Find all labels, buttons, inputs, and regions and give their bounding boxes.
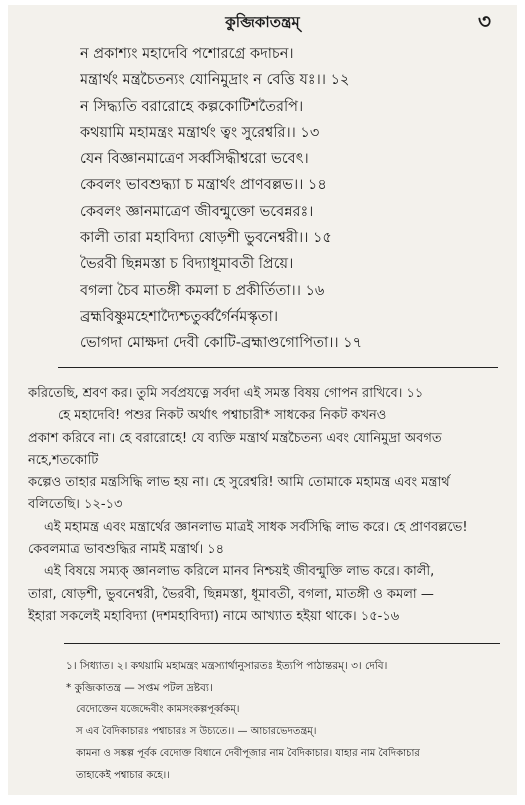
verse-line: কালী তারা মহাবিদ্যা ষোড়শী ভুবনেশ্বরী।। ১৫ xyxy=(80,230,332,247)
page-number: ৩ xyxy=(477,9,491,33)
verse-line: ব্রহ্মবিষ্ণুমহেশাদ্যৈশ্চতুর্ব্বর্গৈর্নমস্কৃতা। xyxy=(80,308,279,325)
sanskrit-verse-block xyxy=(80,41,510,357)
verse-line: ন সিদ্ধ্যতি বরারোহে কল্পকোটিশতৈরপি। xyxy=(80,98,304,115)
footnote-line: স এব বৈদিকাচারঃ পশ্বাচারঃ স উচ্যতে।। — আচারভেদতন্ত্রম্। xyxy=(76,726,317,737)
footnote-variants: ১। সিধ্যাত। ২। কথয়ামি মহামন্ত্রং মন্ত্রস্যার্থানুসারতঃ ইত্যপি পাঠান্তরম্। ৩। দেবি। xyxy=(66,660,388,672)
verse-line: ভোগদা মোক্ষদা দেবী কোটি-ব্রহ্মাণ্ডগোপিতা।। ১৭ xyxy=(80,335,363,352)
footnote-line: বেদোক্তেন যজেদ্দেবীং কামসংকল্পপূর্ব্বকম্। xyxy=(76,704,240,715)
footnote-line: তাহাকেই পশ্বাচার কহে।। xyxy=(76,770,170,781)
running-header-title: কুব্জিকাতন্ত্রম্ xyxy=(225,13,300,31)
footnote-line: কামনা ও সঙ্কল্প পূর্বক বেদোক্ত বিধানে দেবীপূজার নাম বৈদিকাচার। যাহার নাম বৈদিকাচার xyxy=(76,748,420,759)
translation-line: নহে,শতকোটি xyxy=(28,452,99,468)
book-page xyxy=(8,5,517,795)
translation-line: প্রকাশ করিবে না। হে বরারোহে! যে ব্যক্তি মন্ত্রার্থ মন্ত্রচৈতন্য এবং যোনিমুদ্রা অবগত xyxy=(28,430,442,446)
verse-line: ন প্রকাশ্যং মহাদেবি পশোরগ্রে কদাচন। xyxy=(80,46,294,62)
bengali-translation-block xyxy=(28,383,506,628)
translation-line: কেবলমাত্র ভাবশুদ্ধির নামই মন্ত্রার্থ। ১৪ xyxy=(28,542,225,558)
verse-line: ভৈরবী ছিন্নমস্তা চ বিদ্যাধূমাবতী প্রিয়ে। xyxy=(80,256,294,273)
verse-line: কেবলং ভাবশুদ্ধ্যা চ মন্ত্রার্থং প্রাণবল্লভ।। ১৪ xyxy=(80,177,327,194)
translation-line: ইহারা সকলেই মহাবিদ্যা (দশমহাবিদ্যা) নামে আখ্যাত হইয়া থাকে। ১৫-১৬ xyxy=(28,608,400,624)
translation-line: তারা, ষোড়শী, ভুবনেশ্বরী, ভৈরবী, ছিন্নমস্তা, ধূমাবতী, বগলা, মাতঙ্গী ও কমলা — xyxy=(28,586,434,602)
footnotes-block xyxy=(66,655,511,787)
verse-line: বগলা চৈব মাতঙ্গী কমলা চ প্রকীর্তিতা।। ১৬ xyxy=(80,282,325,299)
translation-line: এই মহামন্ত্র এবং মন্ত্রার্থের জ্ঞানলাভ মাত্রই সাধক সর্বসিদ্ধি লাভ করে। হে প্রাণবল্লভে! xyxy=(44,519,468,535)
verse-line: কথয়ামি মহামন্ত্রং মন্ত্রার্থং ত্বং সুরেশ্বরি।। ১৩ xyxy=(80,124,320,141)
translation-line: করিতেছি, শ্রবণ কর। তুমি সর্বপ্রযত্নে সর্বদা এই সমস্ত বিষয় গোপন রাখিবে। ১১ xyxy=(28,386,424,401)
verse-line: কেবলং জ্ঞানমাত্রেণ জীবন্মুক্তো ভবেন্নরঃ। xyxy=(80,203,314,220)
footnote-divider xyxy=(64,643,500,644)
translation-line: হে মহাদেবি! পশুর নিকট অর্থাৎ পশ্বাচারী* সাধকের নিকট কখনও xyxy=(58,408,387,424)
translation-line: বলিতেছি। ১২-১৩ xyxy=(28,497,123,513)
translation-line: কল্পেও তাহার মন্ত্রসিদ্ধি লাভ হয় না। হে সুরেশ্বরি! আমি তোমাকে মহামন্ত্র এবং মন্ত্রার্থ xyxy=(28,475,450,491)
verse-line: মন্ত্রার্থং মন্ত্রচৈতন্যং যোনিমুদ্রাং ন বেত্তি যঃ।। ১২ xyxy=(80,72,350,89)
verse-line: যেন বিজ্ঞানমাত্রেণ সর্ব্বসিদ্ধীশ্বরো ভবেৎ। xyxy=(80,151,309,168)
footnote-star-note: * কুব্জিকাতন্ত্র — সপ্তম পটল দ্রষ্টব্য। xyxy=(66,682,213,694)
section-divider xyxy=(58,367,498,368)
translation-line: এই বিষয়ে সম্যক্ জ্ঞানলাভ করিলে মানব নিশ্চয়ই জীবন্মুক্তি লাভ করে। কালী, xyxy=(44,564,435,580)
